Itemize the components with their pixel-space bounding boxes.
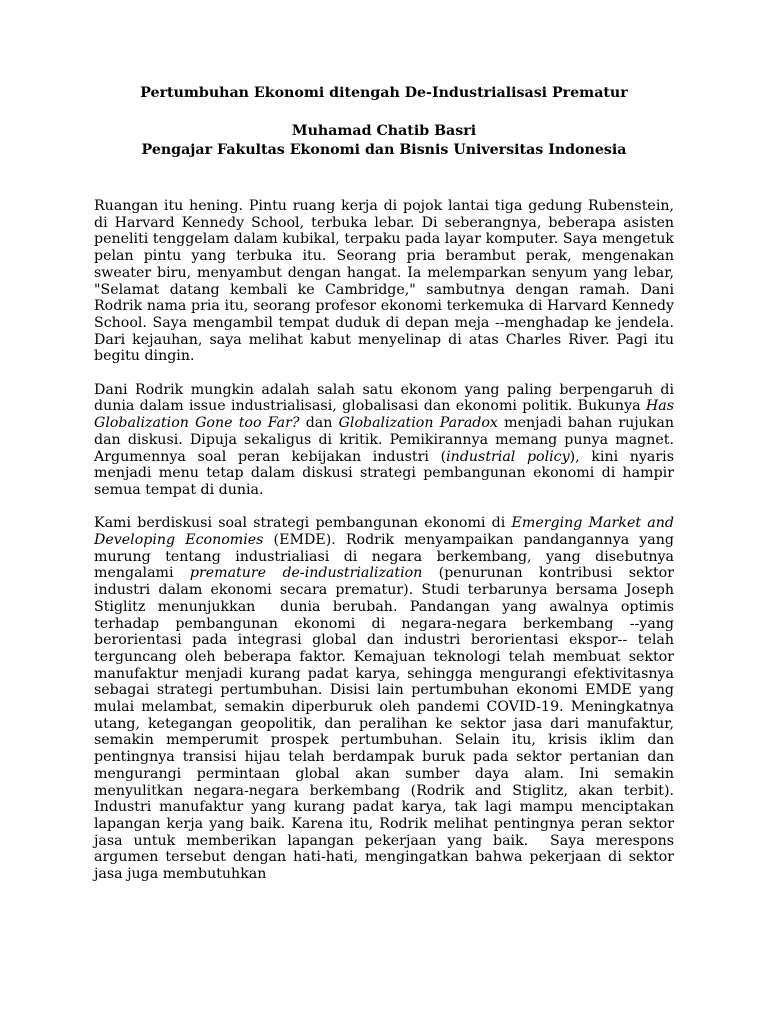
- author-name: Muhamad Chatib Basri: [291, 123, 477, 139]
- paragraph-3-text: (penurunan kontribusi sektor industri dalam ekonomi secara prematur). Studi terbarunya bersama Joseph Stiglitz menunjukkan dunia berubah. Pandangan yang awalnya optimis terhadap pembangunan ekonomi di negara-negara berkembang --yang berorientasi pada integrasi global dan industri berorientasi ekspor-- telah terguncang oleh beberapa faktor. Kemajuan teknologi telah membuat sektor manufaktur menjadi kurang padat karya, sehingga mengurangi efektivitasnya sebagai strategi pertumbuhan. Disisi lain pertumbuhan ekonomi EMDE yang mulai melambat, semakin diperburuk oleh pandemi COVID-19. Meningkatnya utang, ketegangan geopolitik, dan peralihan ke sektor jasa dari manufaktur, semakin memperumit prospek pertumbuhan. Selain itu, krisis iklim dan pentingnya transisi hijau telah berdampak buruk pada sektor pertanian dan mengurangi permintaan global akan sumber daya alam. Ini semakin menyulitkan negara-negara berkembang (Rodrik and Stiglitz, akan terbit). Industri manufaktur yang kurang padat karya, tak lagi mampu menciptakan lapangan kerja yang baik. Karena itu, Rodrik melihat pentingnya peran sektor jasa untuk memberikan lapangan pekerjaan yang baik. Saya merespons argumen tersebut dengan hati-hati, mengingatkan bahwa pekerjaan di sektor jasa juga membutuhkan: [94, 565, 679, 883]
- paragraph-2-text: ), kini nyaris menjadi menu tetap dalam diskusi strategi pembangunan ekonomi di hampir semua tempat di dunia.: [94, 448, 679, 498]
- paragraph-2: [94, 381, 679, 499]
- document-page: [94, 84, 679, 899]
- paragraph-1: [94, 198, 679, 365]
- italic-term: Emerging Market and Developing Economies: [94, 515, 679, 549]
- paragraph-3: [94, 515, 679, 883]
- paragraph-2-text: Dani Rodrik mungkin adalah salah satu ekonom yang paling berpengaruh di dunia dalam issue industrialisasi, globalisasi dan ekonomi politik. Bukunya: [94, 381, 679, 415]
- italic-term: premature de-industrialization: [189, 565, 423, 582]
- author-affiliation: Pengajar Fakultas Ekonomi dan Bisnis Universitas Indonesia: [141, 142, 627, 158]
- paragraph-3-text: Kami berdiskusi soal strategi pembangunan ekonomi di: [94, 515, 512, 532]
- paragraph-3-text: (EMDE). Rodrik menyampaikan pandangannya yang murung tentang industrialiasi di negara berkembang, yang disebutnya mengalami: [94, 532, 679, 582]
- author-block: [94, 122, 674, 160]
- paragraph-2-text: menjadi bahan rujukan dan diskusi. Dipuja sekaligus di kritik. Pemikirannya memang punya magnet. Argumennya soal peran kebijakan industri (: [94, 415, 679, 465]
- book-title-2: Globalization Paradox: [338, 415, 498, 432]
- paragraph-1-text: Ruangan itu hening. Pintu ruang kerja di pojok lantai tiga gedung Rubenstein, di Harvard Kennedy School, terbuka lebar. Di seberangnya, beberapa asisten peneliti tenggelam dalam kubikal, terpaku pada layar komputer. Saya mengetuk pelan pintu yang terbuka itu. Seorang pria berambut perak, mengenakan sweater biru, menyambut dengan hangat. Ia melemparkan senyum yang lebar, "Selamat datang kembali ke Cambridge," sambutnya dengan ramah. Dani Rodrik nama pria itu, seorang profesor ekonomi terkemuka di Harvard Kennedy School. Saya mengambil tempat duduk di depan meja --menghadap ke jendela. Dari kejauhan, saya melihat kabut menyelinap di atas Charles River. Pagi itu begitu dingin.: [94, 198, 679, 365]
- document-title: Pertumbuhan Ekonomi ditengah De-Industrialisasi Prematur: [140, 85, 628, 101]
- italic-term: industrial policy: [446, 448, 570, 465]
- paragraph-2-text: dan: [299, 415, 339, 432]
- book-title-1: Has Globalization Gone too Far?: [94, 398, 679, 432]
